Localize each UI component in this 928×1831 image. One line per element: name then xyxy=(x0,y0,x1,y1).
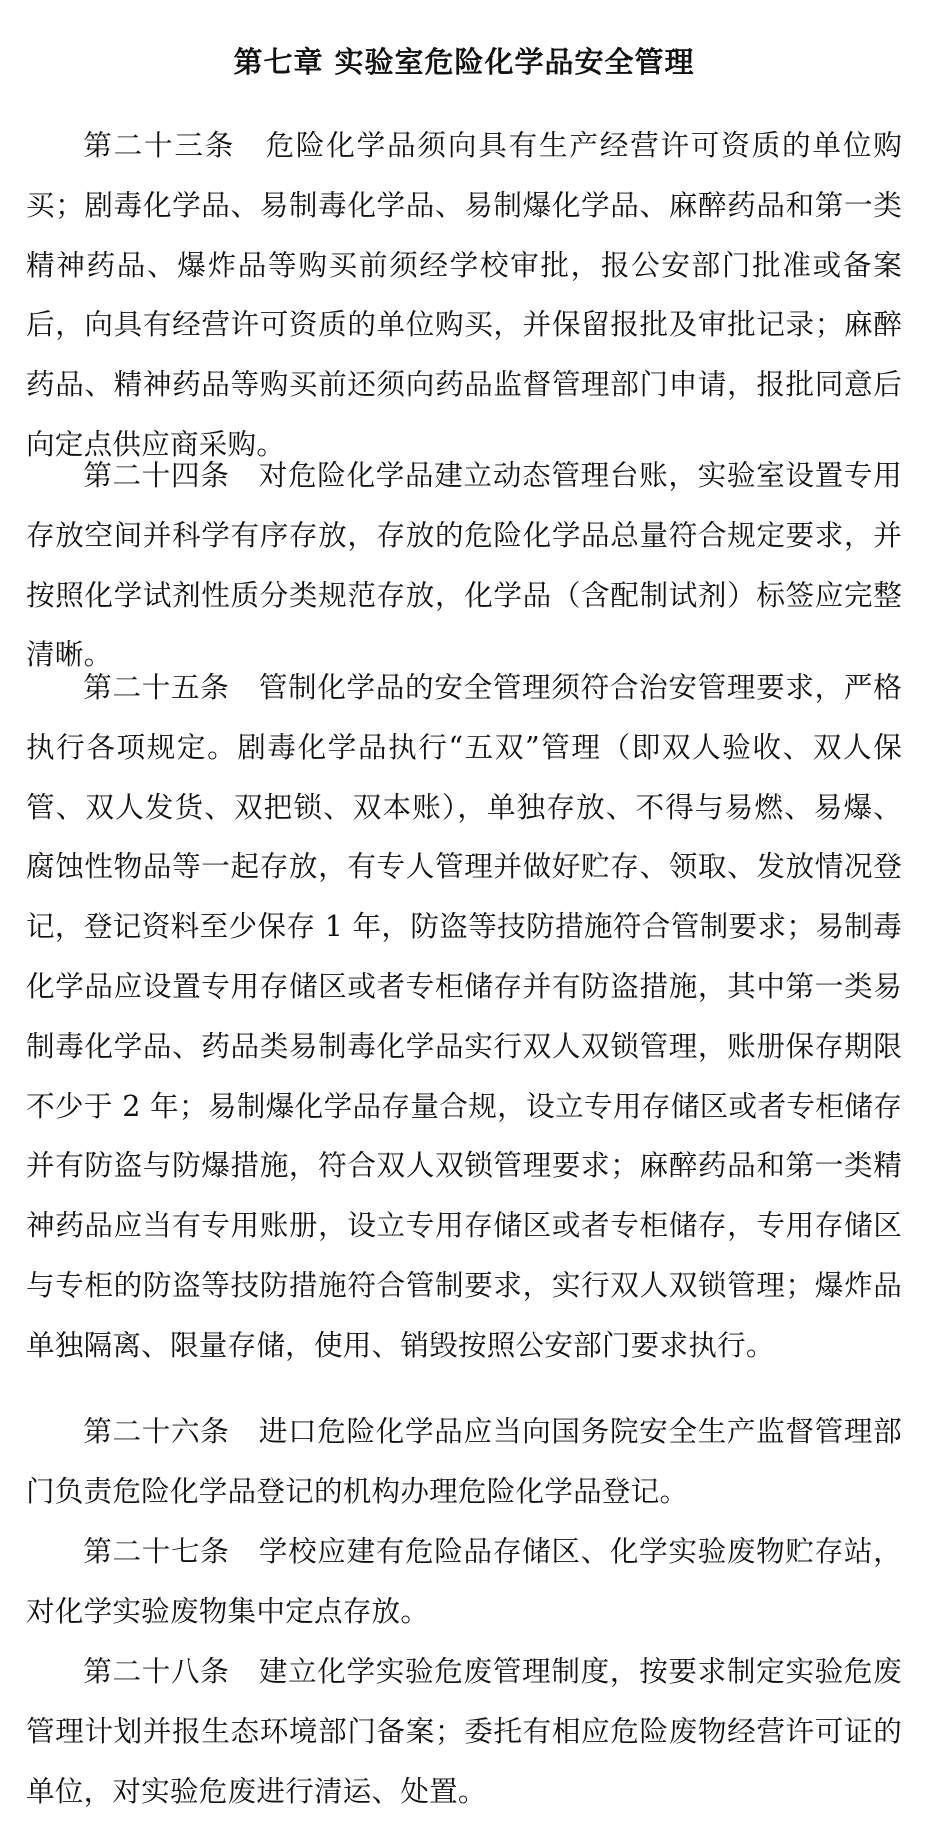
article-28-label: 第二十八条 xyxy=(83,1654,230,1688)
article-26-text: 进口危险化学品应当向国务院安全生产监督管理部门负责危险化学品登记的机构办理危险化学品登记。 xyxy=(26,1414,902,1508)
article-23 xyxy=(26,116,902,475)
article-25 xyxy=(26,658,902,1376)
article-24-label: 第二十四条 xyxy=(83,458,230,492)
article-28-text: 建立化学实验危废管理制度，按要求制定实验危废管理计划并报生态环境部门备案；委托有相应危险废物经营许可证的单位，对实验危废进行清运、处置。 xyxy=(26,1654,902,1808)
article-26 xyxy=(26,1402,902,1522)
article-24 xyxy=(26,446,902,685)
chapter-title: 第七章 实验室危险化学品安全管理 xyxy=(233,45,695,79)
article-23-text: 危险化学品须向具有生产经营许可资质的单位购买；剧毒化学品、易制毒化学品、易制爆化学品、麻醉药品和第一类精神药品、爆炸品等购买前须经学校审批，报公安部门批准或备案后，向具有经营许可资质的单位购买，并保留报批及审批记录；麻醉药品、精神药品等购买前还须向药品监督管理部门申请，报批同意后向定点供应商采购。 xyxy=(26,128,902,461)
article-25-label: 第二十五条 xyxy=(83,670,230,704)
article-23-label: 第二十三条 xyxy=(83,128,236,162)
article-28 xyxy=(26,1642,902,1821)
article-25-text: 管制化学品的安全管理须符合治安管理要求，严格执行各项规定。剧毒化学品执行“五双”管理（即双人验收、双人保管、双人发货、双把锁、双本账），单独存放、不得与易燃、易爆、腐蚀性物品等一起存放，有专人管理并做好贮存、领取、发放情况登记，登记资料至少保存 1 年，防盗等技防措施符合管制要求；易制毒化学品应设置专用存储区或者专柜储存并有防盗措施，其中第一类易制毒化学品、药品类易制毒化学品实行双人双锁管理，账册保存期限不少于 2 年；易制爆化学品存量合规，设立专用存储区或者专柜储存并有防盗与防爆措施，符合双人双锁管理要求；麻醉药品和第一类精神药品应当有专用账册，设立专用存储区或者专柜储存，专用存储区与专柜的防盗等技防措施符合管制要求，实行双人双锁管理；爆炸品单独隔离、限量存储，使用、销毁按照公安部门要求执行。 xyxy=(26,670,902,1362)
article-27-text: 学校应建有危险品存储区、化学实验废物贮存站，对化学实验废物集中定点存放。 xyxy=(26,1534,902,1628)
article-26-label: 第二十六条 xyxy=(83,1414,230,1448)
article-27-label: 第二十七条 xyxy=(83,1534,230,1568)
article-27 xyxy=(26,1522,902,1642)
article-24-text: 对危险化学品建立动态管理台账，实验室设置专用存放空间并科学有序存放，存放的危险化学品总量符合规定要求，并按照化学试剂性质分类规范存放，化学品（含配制试剂）标签应完整清晰。 xyxy=(26,458,902,672)
